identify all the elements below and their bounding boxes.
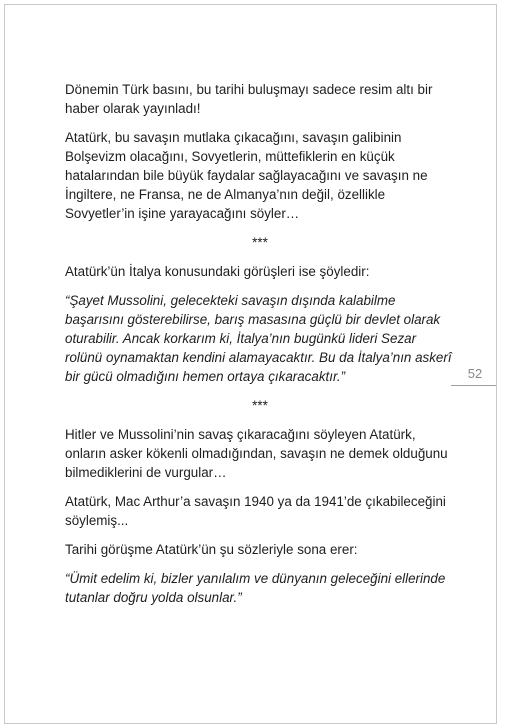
paragraph: Atatürk’ün İtalya konusundaki görüşleri ise şöyledir: — [65, 264, 370, 279]
page-number-underline — [451, 385, 496, 386]
paragraph: Hitler ve Mussolini’nin savaş çıkaracağını söyleyen Atatürk, onların asker kökenli olmadığından, savaşın ne demek olduğunu bilmediklerini de vurgular… — [65, 427, 448, 480]
section-separator: *** — [252, 398, 268, 413]
document-page — [4, 4, 497, 724]
paragraph: Atatürk, bu savaşın mutlaka çıkacağını, savaşın galibinin Bolşevizm olacağını, Sovyetlerin, müttefiklerin en küçük hatalarından bile büyük faydalar sağlayacağını ve savaşın ne İngiltere, ne Fransa, ne de Almanya’nın değil, özellikle Sovyetler’in işine yarayacağını söyler… — [65, 130, 428, 221]
quote-paragraph: “Ümit edelim ki, bizler yanılalım ve dünyanın geleceğini ellerinde tutanlar doğru yolda olsunlar.” — [65, 571, 446, 605]
paragraph: Atatürk, Mac Arthur’a savaşın 1940 ya da 1941’de çıkabileceğini söylemiş... — [65, 494, 446, 528]
page-number: 52 — [467, 366, 483, 381]
paragraph: Dönemin Türk basını, bu tarihi buluşmayı sadece resim altı bir haber olarak yayınladı! — [65, 82, 433, 116]
section-separator: *** — [252, 235, 268, 250]
page-content — [65, 80, 455, 617]
paragraph: Tarihi görüşme Atatürk’ün şu sözleriyle sona erer: — [65, 542, 358, 557]
quote-paragraph: “Şayet Mussolini, gelecekteki savaşın dışında kalabilme başarısını gösterebilirse, barış masasına güçlü bir devlet olarak oturabilir. Ancak korkarım ki, İtalya’nın bugünkü lideri Sezar rolünü oynamaktan kendini alamayacaktır. Bu da İtalya’nın askerî bir gücü olmadığını hemen ortaya çıkaracaktır.” — [65, 293, 452, 384]
